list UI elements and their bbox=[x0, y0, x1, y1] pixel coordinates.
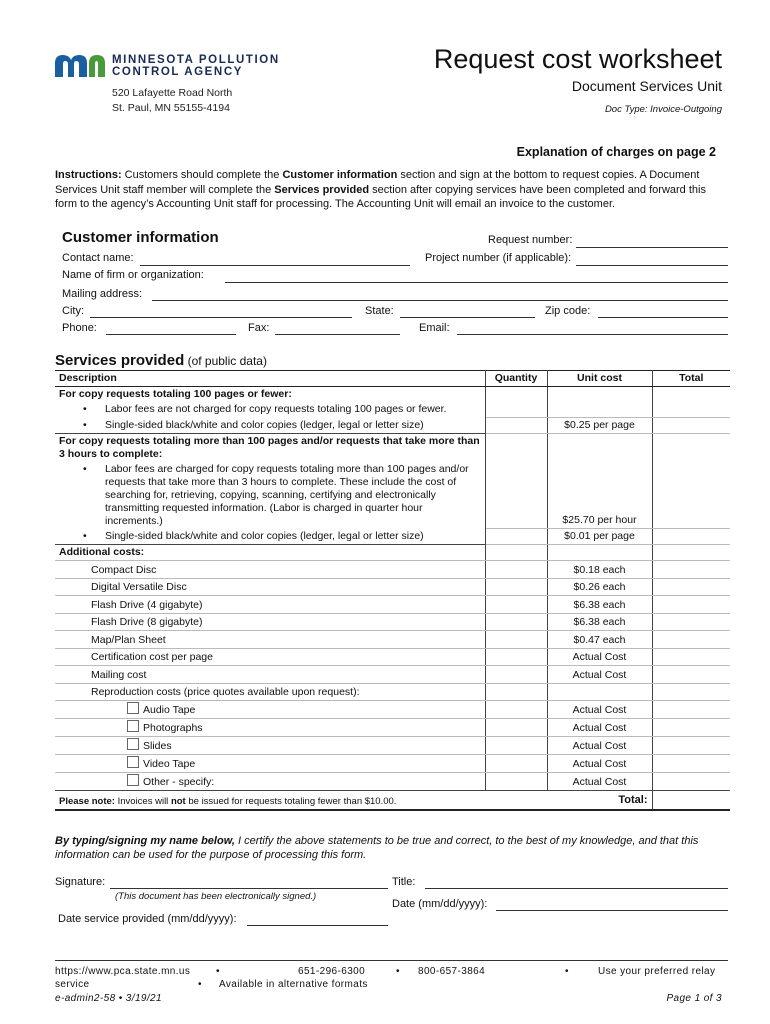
mn-logo-icon bbox=[53, 53, 107, 77]
quantity-cell[interactable] bbox=[485, 462, 547, 529]
total-cell[interactable] bbox=[652, 462, 730, 529]
table-row: • Single-sided black/white and color copies (ledger, legal or letter size) $0.25 per page bbox=[55, 417, 730, 433]
footer-bullet: • bbox=[565, 966, 569, 977]
project-number-field[interactable] bbox=[576, 253, 728, 266]
doc-type: Doc Type: Invoice-Outgoing bbox=[604, 104, 722, 115]
quantity-cell[interactable] bbox=[485, 578, 547, 596]
total-cell[interactable] bbox=[652, 561, 730, 579]
footer-divider bbox=[55, 960, 728, 961]
quantity-cell[interactable] bbox=[485, 718, 547, 736]
request-number-label: Request number: bbox=[488, 234, 573, 246]
total-cell[interactable] bbox=[652, 666, 730, 684]
col-quantity: Quantity bbox=[485, 371, 547, 387]
customer-heading: Customer information bbox=[62, 229, 219, 246]
instructions: Instructions: Customers should complete the Customer information section and sign at the bottom to request copies. A Document Services Unit staff member will complete the Services provided section after copying services have been completed and forward this form to the agency’s Accounting Unit staff for processing. The Accounting Unit will email an invoice to the customer. bbox=[55, 169, 706, 210]
total-cell[interactable] bbox=[652, 613, 730, 631]
date-service-label: Date service provided (mm/dd/yyyy): bbox=[58, 913, 237, 925]
total-row bbox=[55, 790, 730, 810]
table-row: • Single-sided black/white and color copies (ledger, legal or letter size) $0.01 per page bbox=[55, 529, 730, 545]
total-label: Total: bbox=[618, 794, 648, 806]
project-number-label: Project number (if applicable): bbox=[425, 252, 572, 264]
quantity-cell[interactable] bbox=[485, 772, 547, 790]
state-field[interactable] bbox=[400, 305, 535, 318]
agency-logo bbox=[53, 53, 107, 82]
services-heading: Services provided (of public data) bbox=[55, 352, 267, 369]
table-row: Map/Plan Sheet $0.47 each bbox=[55, 631, 730, 649]
footer-phone2: 800-657-3864 bbox=[418, 966, 486, 977]
signature-field[interactable] bbox=[110, 876, 388, 889]
signature-label: Signature: bbox=[55, 876, 106, 888]
unit-name: Document Services Unit bbox=[571, 78, 722, 94]
date-field[interactable] bbox=[496, 898, 728, 911]
agency-name: MINNESOTA POLLUTION CONTROL AGENCY bbox=[112, 54, 280, 78]
e-signed-note: (This document has been electronically signed.) bbox=[115, 891, 317, 902]
total-cell[interactable] bbox=[652, 596, 730, 614]
footer-relay: Use your preferred relay bbox=[598, 966, 716, 977]
email-label: Email: bbox=[419, 322, 450, 334]
total-cell[interactable] bbox=[652, 772, 730, 790]
mailing-field[interactable] bbox=[152, 288, 728, 301]
date-service-field[interactable] bbox=[247, 913, 388, 926]
table-row: Slides Actual Cost bbox=[55, 736, 730, 754]
slides-checkbox[interactable] bbox=[127, 738, 139, 750]
fax-label: Fax: bbox=[248, 322, 270, 334]
table-row: For copy requests totaling more than 100 pages and/or requests that take more than 3 hours to complete: bbox=[55, 433, 730, 462]
quantity-cell[interactable] bbox=[485, 648, 547, 666]
city-field[interactable] bbox=[90, 305, 352, 318]
contact-name-field[interactable] bbox=[140, 253, 410, 266]
grand-total-cell[interactable] bbox=[652, 790, 730, 810]
quantity-cell[interactable] bbox=[485, 700, 547, 718]
table-row: Mailing cost Actual Cost bbox=[55, 666, 730, 684]
table-row: Flash Drive (4 gigabyte) $6.38 each bbox=[55, 596, 730, 614]
total-cell[interactable] bbox=[652, 718, 730, 736]
other-checkbox[interactable] bbox=[127, 774, 139, 786]
video-tape-checkbox[interactable] bbox=[127, 756, 139, 768]
table-row: • Labor fees are charged for copy requests totaling more than 100 pages and/or requests that take more than 3 hours to complete. These include the cost of searching for, retrieving, copying, scanning, certifying and electronically transmitting requested information. (Labor is charged in quarter hour increments.) $25.70 per hour bbox=[55, 462, 730, 529]
audio-tape-checkbox[interactable] bbox=[127, 702, 139, 714]
explanation-note: Explanation of charges on page 2 bbox=[516, 145, 716, 159]
title-field[interactable] bbox=[425, 876, 728, 889]
footer-bullet: • bbox=[198, 979, 202, 990]
quantity-cell[interactable] bbox=[485, 417, 547, 433]
zip-field[interactable] bbox=[598, 305, 728, 318]
state-label: State: bbox=[365, 305, 394, 317]
footer-url[interactable]: https://www.pca.state.mn.us bbox=[55, 966, 191, 977]
date-label: Date (mm/dd/yyyy): bbox=[392, 898, 488, 910]
quantity-cell[interactable] bbox=[485, 736, 547, 754]
quantity-cell[interactable] bbox=[485, 666, 547, 684]
contact-name-label: Contact name: bbox=[62, 252, 134, 264]
table-row: • Labor fees are not charged for copy requests totaling 100 pages or fewer. bbox=[55, 402, 730, 417]
table-row: Flash Drive (8 gigabyte) $6.38 each bbox=[55, 613, 730, 631]
city-label: City: bbox=[62, 305, 84, 317]
table-row: Other - specify: Actual Cost bbox=[55, 772, 730, 790]
please-note: Please note: Invoices will not be issued for requests totaling fewer than $10.00. bbox=[59, 796, 397, 807]
services-table bbox=[55, 370, 730, 811]
total-cell[interactable] bbox=[652, 631, 730, 649]
form-id: e-admin2-58 • 3/19/21 bbox=[55, 993, 162, 1004]
footer-bullet: • bbox=[216, 966, 220, 977]
firm-field[interactable] bbox=[225, 270, 728, 283]
total-cell[interactable] bbox=[652, 754, 730, 772]
email-field[interactable] bbox=[457, 322, 728, 335]
col-description: Description bbox=[55, 371, 485, 387]
mailing-label: Mailing address: bbox=[62, 288, 143, 300]
page-title: Request cost worksheet bbox=[433, 44, 722, 74]
request-number-field[interactable] bbox=[576, 235, 728, 248]
total-cell[interactable] bbox=[652, 529, 730, 545]
footer-formats: Available in alternative formats bbox=[219, 979, 368, 990]
agency-address: 520 Lafayette Road North St. Paul, MN 55155-4194 bbox=[112, 87, 233, 114]
total-cell[interactable] bbox=[652, 578, 730, 596]
quantity-cell[interactable] bbox=[485, 754, 547, 772]
zip-label: Zip code: bbox=[545, 305, 591, 317]
table-row: Photographs Actual Cost bbox=[55, 718, 730, 736]
total-cell[interactable] bbox=[652, 417, 730, 433]
col-total: Total bbox=[652, 371, 730, 387]
table-row: Audio Tape Actual Cost bbox=[55, 700, 730, 718]
footer-service: service bbox=[55, 979, 90, 990]
quantity-cell[interactable] bbox=[485, 613, 547, 631]
table-row: Digital Versatile Disc $0.26 each bbox=[55, 578, 730, 596]
footer-bullet: • bbox=[396, 966, 400, 977]
photographs-checkbox[interactable] bbox=[127, 720, 139, 732]
phone-label: Phone: bbox=[62, 322, 97, 334]
quantity-cell[interactable] bbox=[485, 561, 547, 579]
table-row: Additional costs: bbox=[55, 545, 730, 561]
quantity-cell[interactable] bbox=[485, 631, 547, 649]
total-cell[interactable] bbox=[652, 648, 730, 666]
table-header bbox=[55, 371, 730, 387]
total-cell[interactable] bbox=[652, 736, 730, 754]
certification-statement: By typing/signing my name below, I certify the above statements to be true and correct, to the best of my knowledge, and that this information can be used for the purpose of processing this form. bbox=[55, 835, 699, 861]
total-cell[interactable] bbox=[652, 700, 730, 718]
fax-field[interactable] bbox=[275, 322, 400, 335]
col-unit-cost: Unit cost bbox=[547, 371, 652, 387]
table-row: Compact Disc $0.18 each bbox=[55, 561, 730, 579]
table-row: Certification cost per page Actual Cost bbox=[55, 648, 730, 666]
page-number: Page 1 of 3 bbox=[666, 993, 722, 1004]
quantity-cell[interactable] bbox=[485, 596, 547, 614]
firm-label: Name of firm or organization: bbox=[62, 269, 204, 281]
table-row: Reproduction costs (price quotes available upon request): bbox=[55, 683, 730, 700]
table-row: Video Tape Actual Cost bbox=[55, 754, 730, 772]
quantity-cell[interactable] bbox=[485, 529, 547, 545]
title-label: Title: bbox=[392, 876, 416, 888]
table-row: For copy requests totaling 100 pages or fewer: bbox=[55, 387, 730, 403]
phone-field[interactable] bbox=[106, 322, 236, 335]
footer-phone1: 651-296-6300 bbox=[298, 966, 366, 977]
